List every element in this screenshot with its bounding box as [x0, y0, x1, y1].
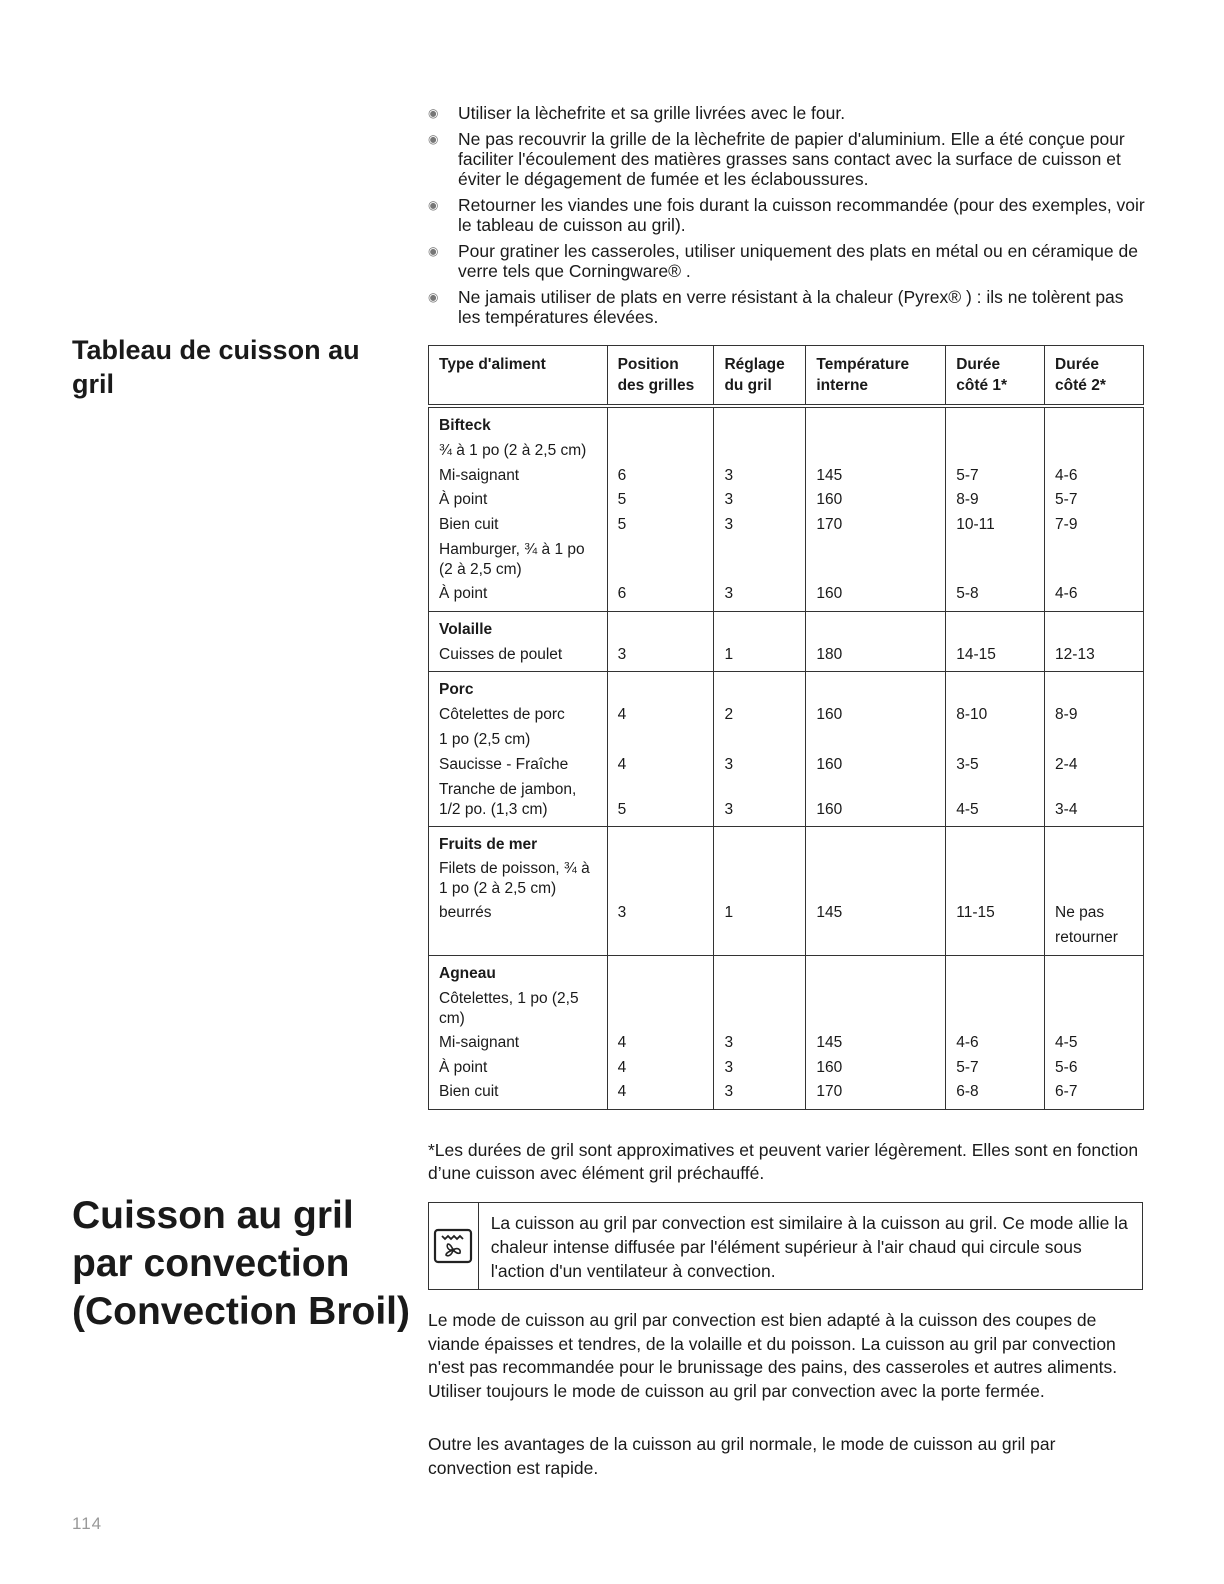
cell-value: 3	[724, 584, 734, 602]
cell-value: 2	[724, 706, 734, 724]
note-text: La cuisson au gril par convection est similaire à la cuisson au gril. Ce mode allie la chaleur intense diffusée par l'élément supérieur à l'air chaud qui circule sous l'action d'un ventilateur à convection.	[490, 1213, 1128, 1281]
cell-value: 6-8	[956, 1083, 979, 1101]
food-cell	[429, 955, 608, 1109]
cell-value: 1	[724, 645, 734, 663]
cell-value: 170	[816, 516, 843, 534]
cell-value: 170	[816, 1083, 843, 1101]
cell-value: 12-13	[1055, 645, 1095, 663]
cell-value: 180	[816, 645, 843, 663]
cell-value: 4-5	[956, 800, 979, 818]
header-broil-setting: Réglage du gril	[714, 346, 806, 407]
cell-value: 7-9	[1055, 516, 1078, 534]
cell-value	[618, 857, 704, 901]
value-cell	[714, 826, 806, 955]
cell-value: 3	[724, 1058, 734, 1076]
cell-value	[956, 439, 1034, 464]
food-label: Tranche de jambon, 1/2 po. (1,3 cm)	[439, 780, 577, 818]
bullet-icon: ◉	[428, 106, 439, 120]
group-title: Agneau	[439, 964, 496, 982]
cell-value	[1055, 728, 1133, 753]
cell-value	[956, 538, 1034, 582]
cell-value: 5-7	[956, 1058, 979, 1076]
cell-value: 145	[816, 904, 843, 922]
value-cell	[946, 611, 1045, 672]
cell-value	[816, 538, 935, 582]
table-row	[429, 826, 1144, 955]
cell-value: 160	[816, 584, 843, 602]
cell-value: 3	[724, 800, 734, 818]
cell-value: 145	[816, 466, 843, 484]
cell-value: 2-4	[1055, 755, 1078, 773]
cell-value: 5	[617, 516, 627, 534]
cell-value	[724, 728, 795, 753]
header-time-side-1: Durée côté 1*	[946, 346, 1045, 407]
cell-value: 8-10	[956, 706, 988, 724]
cell-value	[724, 857, 795, 901]
group-title: Volaille	[439, 620, 493, 638]
food-label: ¾ à 1 po (2 à 2,5 cm)	[439, 441, 587, 459]
value-cell	[946, 826, 1045, 955]
value-cell	[946, 955, 1045, 1109]
cell-value: 8-9	[1055, 706, 1078, 724]
value-cell	[714, 406, 806, 611]
cell-value: 4-6	[1055, 584, 1078, 602]
cell-value: 5-7	[1055, 491, 1078, 509]
value-cell	[714, 672, 806, 826]
food-cell	[429, 611, 608, 672]
value-cell	[714, 611, 806, 672]
cell-value	[1055, 439, 1133, 464]
food-label: Mi-saignant	[439, 1033, 520, 1051]
cell-value	[816, 439, 935, 464]
cell-value	[618, 987, 704, 1031]
cell-value: 4-6	[956, 1033, 979, 1051]
table-header-row	[429, 346, 1144, 407]
value-cell	[806, 826, 946, 955]
cell-value: 4	[617, 1033, 627, 1051]
cell-value: 14-15	[956, 645, 996, 663]
cell-value: 5	[617, 491, 627, 509]
cell-value: 1	[724, 904, 734, 922]
food-label: Filets de poisson, ¾ à 1 po (2 à 2,5 cm)	[439, 860, 590, 898]
food-label: Côtelettes, 1 po (2,5 cm)	[439, 989, 579, 1027]
cell-value	[956, 857, 1034, 901]
value-cell	[1045, 611, 1144, 672]
value-cell	[714, 955, 806, 1109]
tips-list	[426, 103, 1146, 333]
food-label: À point	[439, 491, 488, 509]
value-cell	[607, 611, 714, 672]
cell-value: 11-15	[956, 904, 995, 922]
cell-value: 8-9	[956, 491, 979, 509]
food-label: 1 po (2,5 cm)	[439, 730, 531, 748]
food-cell	[429, 406, 608, 611]
cell-value	[724, 987, 795, 1031]
table-row	[429, 611, 1144, 672]
bullet-icon: ◉	[428, 290, 439, 304]
cell-value: 160	[816, 706, 843, 724]
cell-value	[618, 538, 704, 582]
cell-value: 3	[724, 491, 734, 509]
cell-value: 6-7	[1055, 1083, 1078, 1101]
list-item: ◉ Ne jamais utiliser de plats en verre résistant à la chaleur (Pyrex® ) : ils ne tolèrent pas les températures élevées.	[428, 287, 1124, 327]
cell-value: 3	[724, 466, 734, 484]
cell-value: 3	[724, 755, 734, 773]
cell-value: 3-5	[956, 755, 979, 773]
food-label: Saucisse - Fraîche	[439, 755, 569, 773]
value-cell	[607, 672, 714, 826]
cell-value: 5	[617, 800, 627, 818]
value-cell	[1045, 672, 1144, 826]
cell-value: 3-4	[1055, 800, 1078, 818]
cell-value: 160	[816, 755, 843, 773]
cell-value	[956, 728, 1034, 753]
food-label: Bien cuit	[439, 1083, 499, 1101]
header-internal-temp: Température interne	[806, 346, 946, 407]
cell-value: 5-7	[956, 466, 979, 484]
main-title: Cuisson au gril par convection (Convection Broil)	[72, 1194, 410, 1333]
cell-value: 160	[816, 491, 843, 509]
list-item: ◉ Utiliser la lèchefrite et sa grille livrées avec le four.	[428, 103, 846, 123]
cell-value	[956, 987, 1034, 1031]
footnote: *Les durées de gril sont approximatives et peuvent varier légèrement. Elles sont en fonction d’une cuisson avec élément gril préchauffé.	[428, 1140, 1139, 1183]
cell-value: 160	[816, 800, 843, 818]
food-cell	[429, 826, 608, 955]
cell-value: 4	[617, 755, 627, 773]
food-label: Bien cuit	[439, 516, 499, 534]
cell-value: 3	[724, 1083, 734, 1101]
food-cell	[429, 672, 608, 826]
grill-table	[428, 345, 1144, 1110]
value-cell	[607, 955, 714, 1109]
cell-value: 3	[617, 904, 627, 922]
header-rack-position: Position des grilles	[607, 346, 714, 407]
cell-value	[1055, 857, 1133, 901]
cell-value	[1055, 538, 1133, 582]
table-row	[429, 406, 1144, 611]
cell-value: 6	[617, 584, 627, 602]
value-cell	[1045, 955, 1144, 1109]
cell-value: 4	[617, 1058, 627, 1076]
value-cell	[607, 826, 714, 955]
value-cell	[806, 672, 946, 826]
table-row	[429, 955, 1144, 1109]
cell-value	[816, 987, 935, 1031]
list-item: ◉ Retourner les viandes une fois durant la cuisson recommandée (pour des exemples, voir le tableau de cuisson au gril).	[428, 195, 1145, 235]
cell-value: 160	[816, 1058, 843, 1076]
bullet-icon: ◉	[428, 132, 439, 146]
body-paragraph: Le mode de cuisson au gril par convection est bien adapté à la cuisson des coupes de viande épaisses et tendres, de la volaille et du poisson. La cuisson au gril par convection n'est pas recommandée pour le brunissage des pains, des casseroles et autres aliments. Utiliser toujours le mode de cuisson au gril par convection avec la porte fermée.	[428, 1310, 1118, 1401]
cell-value	[816, 857, 935, 901]
table-row	[429, 672, 1144, 826]
value-cell	[946, 672, 1045, 826]
cell-value: 4	[617, 1083, 627, 1101]
food-label: À point	[439, 584, 488, 602]
note-box	[428, 1202, 1143, 1290]
food-label: beurrés	[439, 904, 492, 922]
value-cell	[806, 611, 946, 672]
cell-value: 5-6	[1055, 1058, 1078, 1076]
value-cell	[607, 406, 714, 611]
body-paragraph: Outre les avantages de la cuisson au gril normale, le mode de cuisson au gril par convection est rapide.	[428, 1434, 1056, 1478]
list-item: ◉ Pour gratiner les casseroles, utiliser uniquement des plats en métal ou en céramique de verre tels que Corningware® .	[428, 241, 1138, 281]
food-label: À point	[439, 1058, 488, 1076]
food-label: Hamburger, ¾ à 1 po (2 à 2,5 cm)	[439, 540, 585, 578]
group-title: Fruits de mer	[439, 835, 538, 853]
food-label: Mi-saignant	[439, 466, 520, 484]
bullet-icon: ◉	[428, 244, 439, 258]
value-cell	[806, 406, 946, 611]
bullet-icon: ◉	[428, 198, 439, 212]
cell-value	[618, 728, 704, 753]
value-cell	[946, 406, 1045, 611]
value-cell	[1045, 826, 1144, 955]
cell-value: 145	[816, 1033, 843, 1051]
cell-value	[816, 728, 935, 753]
page-number: 114	[72, 1514, 103, 1533]
cell-value	[618, 439, 704, 464]
cell-value	[724, 538, 795, 582]
header-time-side-2: Durée côté 2*	[1045, 346, 1144, 407]
cell-value: 10-11	[956, 516, 995, 534]
cell-value: 3	[724, 1033, 734, 1051]
value-cell	[1045, 406, 1144, 611]
group-title: Porc	[439, 681, 474, 699]
section-title: Tableau de cuisson au gril	[72, 335, 360, 399]
cell-value: 5-8	[956, 584, 979, 602]
cell-value: Ne pas retourner	[1055, 904, 1118, 947]
header-food-type: Type d'aliment	[429, 346, 608, 407]
food-label: Côtelettes de porc	[439, 706, 565, 724]
cell-value: 3	[617, 645, 627, 663]
value-cell	[806, 955, 946, 1109]
food-label: Cuisses de poulet	[439, 645, 563, 663]
cell-value	[1055, 987, 1133, 1031]
cell-value	[724, 439, 795, 464]
cell-value: 6	[617, 466, 627, 484]
cell-value: 4	[617, 706, 627, 724]
cell-value: 4-5	[1055, 1033, 1078, 1051]
cell-value: 3	[724, 516, 734, 534]
cell-value: 4-6	[1055, 466, 1078, 484]
convection-broil-icon	[433, 1228, 473, 1264]
group-title: Bifteck	[439, 417, 491, 434]
list-item: ◉ Ne pas recouvrir la grille de la lèchefrite de papier d'aluminium. Elle a été conçue pour faciliter l'écoulement des matières grasses sans contact avec la surface de cuisson et éviter le dégagement de fumée et les éclaboussures.	[428, 129, 1125, 189]
